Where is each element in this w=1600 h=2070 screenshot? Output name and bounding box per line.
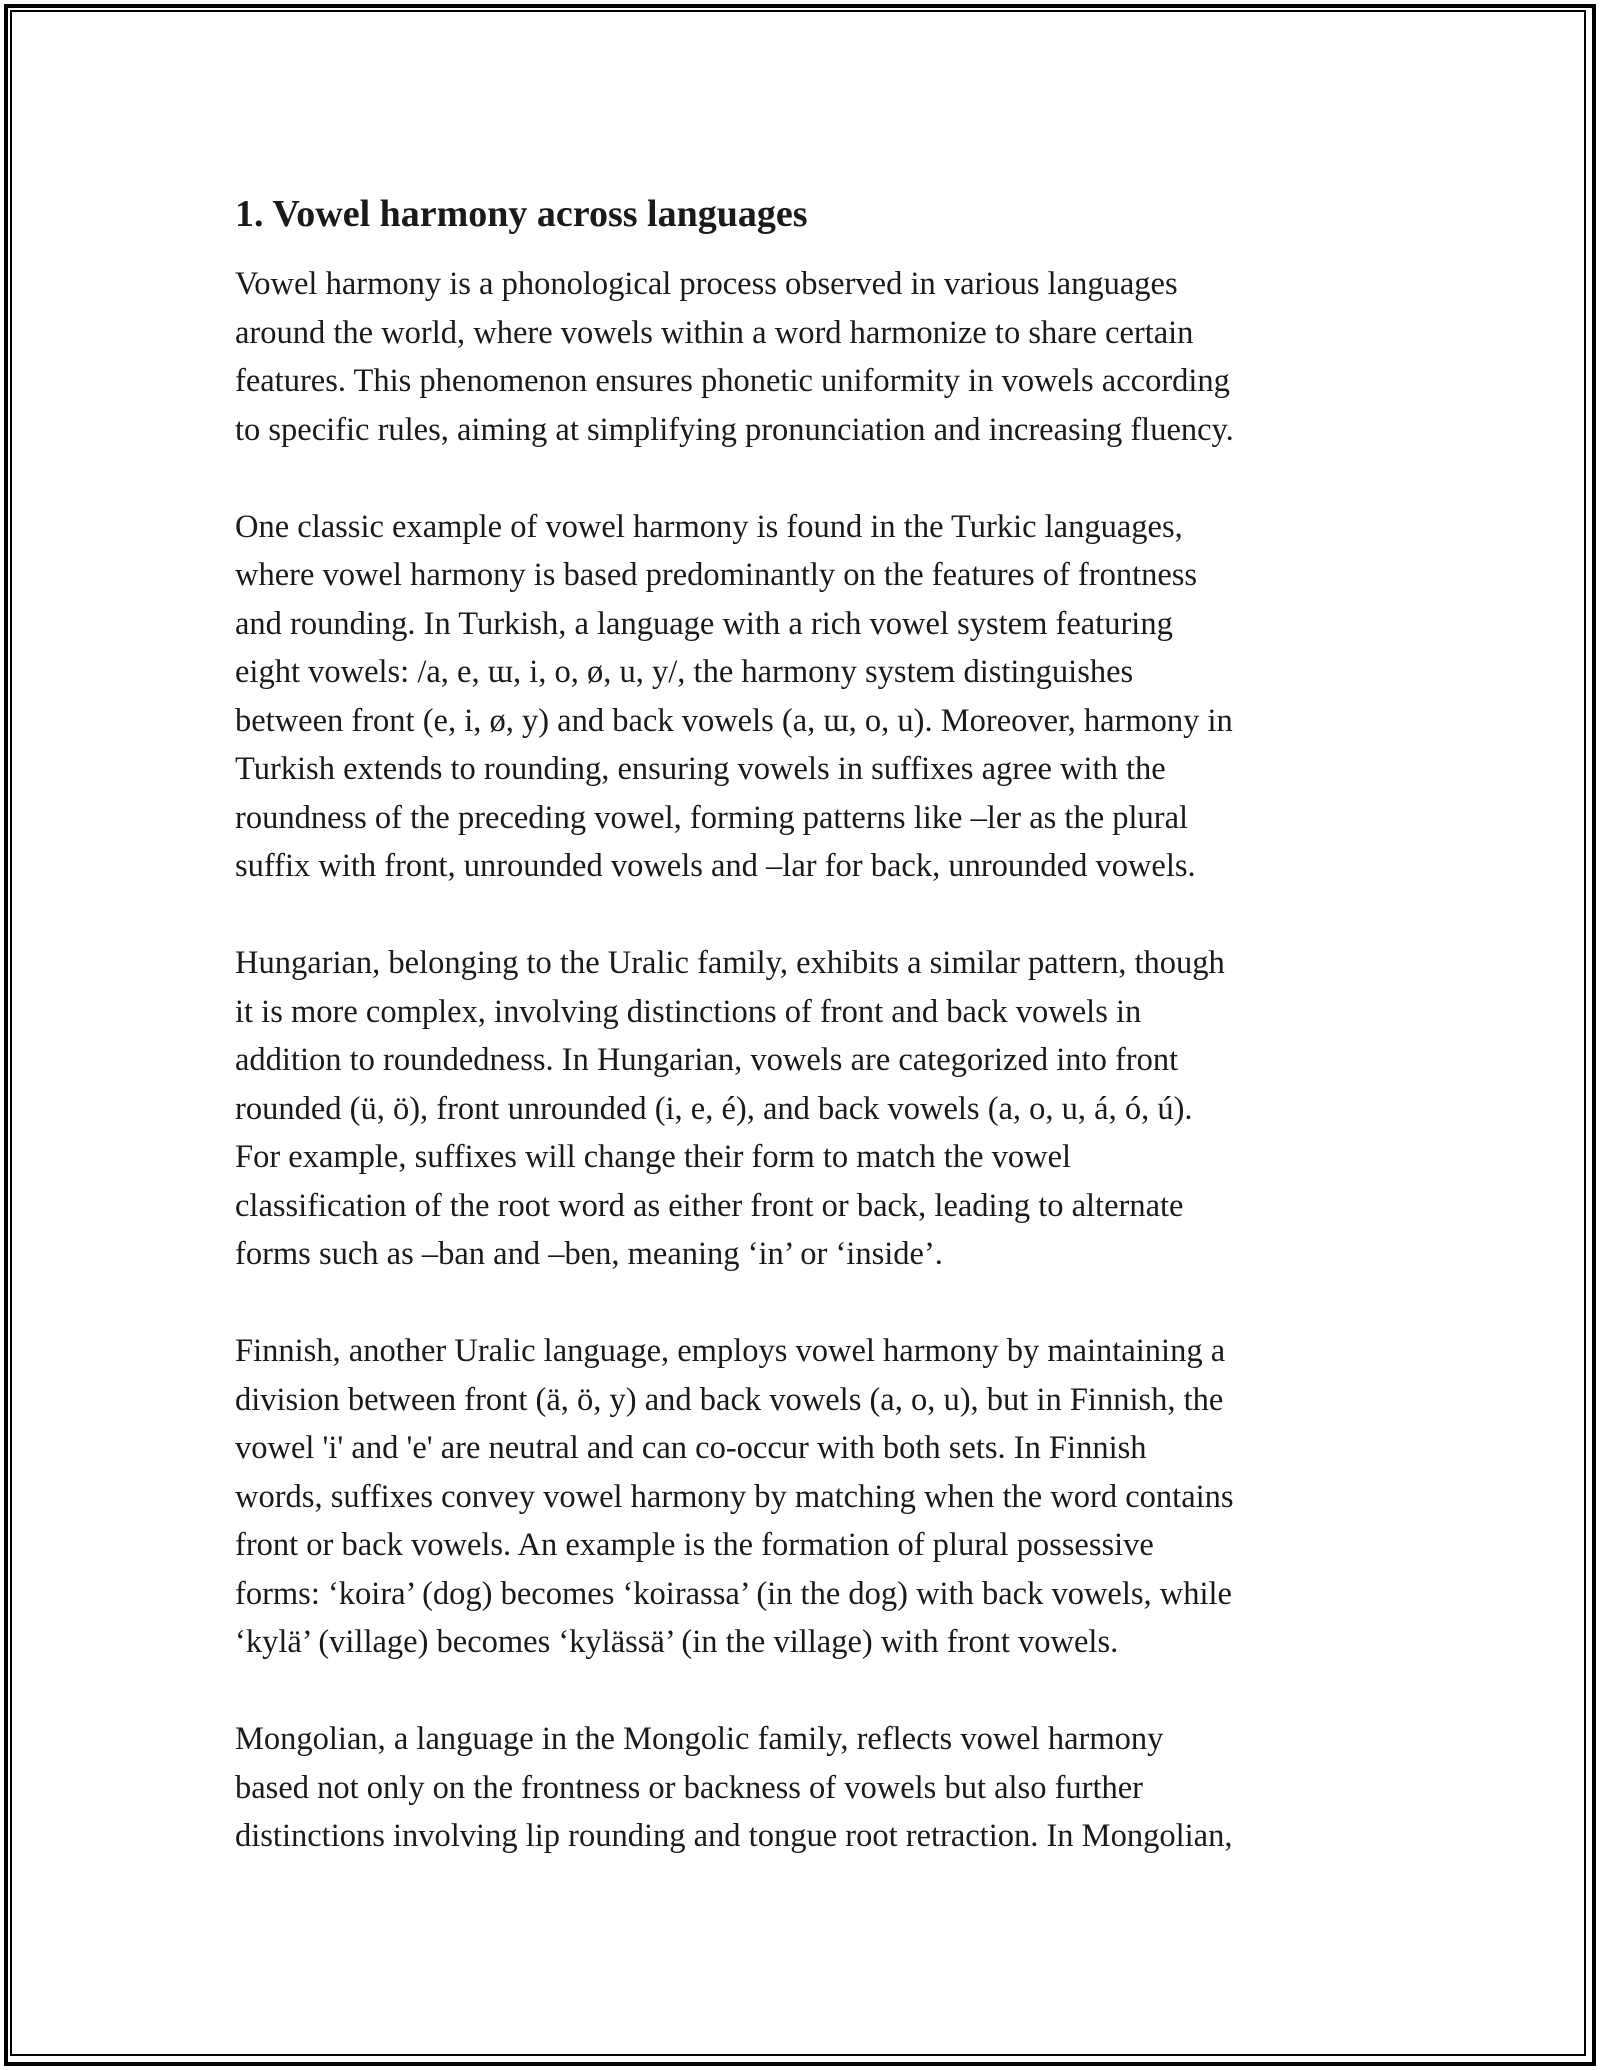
paragraph-intro — [235, 260, 1370, 454]
text-line: classification of the root word as either front or back, leading to alternate — [235, 1187, 1184, 1224]
text-line: ‘kylä’ (village) becomes ‘kylässä’ (in the village) with front vowels. — [235, 1624, 1119, 1660]
section-heading: 1. Vowel harmony across languages — [235, 193, 808, 235]
text-line: vowel 'i' and 'e' are neutral and can co-occur with both sets. In Finnish — [235, 1430, 1147, 1466]
text-line: words, suffixes convey vowel harmony by matching when the word contains — [235, 1478, 1234, 1515]
text-line: For example, suffixes will change their form to match the vowel — [235, 1139, 1072, 1175]
text-line: it is more complex, involving distinctions of front and back vowels in — [235, 993, 1142, 1030]
text-line: front or back vowels. An example is the formation of plural possessive — [235, 1527, 1154, 1563]
paragraph-mongolian — [235, 1715, 1370, 1861]
text-line: and rounding. In Turkish, a language with a rich vowel system featuring — [235, 605, 1173, 642]
text-line: Hungarian, belonging to the Uralic family, exhibits a similar pattern, though — [235, 945, 1225, 981]
text-line: where vowel harmony is based predominantly on the features of frontness — [235, 557, 1198, 593]
text-line: based not only on the frontness or backness of vowels but also further — [235, 1769, 1144, 1806]
text-line: Mongolian, a language in the Mongolic family, reflects vowel harmony — [235, 1721, 1164, 1757]
paragraph-turkic — [235, 503, 1370, 891]
text-line: forms: ‘koira’ (dog) becomes ‘koirassa’ (in the dog) with back vowels, while — [235, 1575, 1232, 1612]
text-line: features. This phenomenon ensures phonetic uniformity in vowels according — [235, 363, 1230, 399]
text-line: between front (e, i, ø, y) and back vowels (a, ɯ, o, u). Moreover, harmony in — [235, 702, 1233, 739]
text-line: roundness of the preceding vowel, forming patterns like –ler as the plural — [235, 799, 1189, 836]
text-line: division between front (ä, ö, y) and back vowels (a, o, u), but in Finnish, the — [235, 1381, 1224, 1418]
text-line: One classic example of vowel harmony is found in the Turkic languages, — [235, 508, 1183, 545]
text-line: Vowel harmony is a phonological process observed in various languages — [235, 266, 1178, 302]
text-line: rounded (ü, ö), front unrounded (i, e, é), and back vowels (a, o, u, á, ó, ú). — [235, 1090, 1193, 1127]
text-line: suffix with front, unrounded vowels and –lar for back, unrounded vowels. — [235, 848, 1196, 884]
document-body — [235, 188, 1370, 1909]
text-line: around the world, where vowels within a word harmonize to share certain — [235, 314, 1194, 351]
paragraph-hungarian — [235, 939, 1370, 1279]
text-line: forms such as –ban and –ben, meaning ‘in’ or ‘inside’. — [235, 1236, 943, 1272]
text-line: to specific rules, aiming at simplifying pronunciation and increasing fluency. — [235, 411, 1234, 448]
text-line: addition to roundedness. In Hungarian, vowels are categorized into front — [235, 1042, 1179, 1078]
text-line: Finnish, another Uralic language, employs vowel harmony by maintaining a — [235, 1333, 1226, 1369]
paragraph-finnish — [235, 1327, 1370, 1667]
text-line: Turkish extends to rounding, ensuring vowels in suffixes agree with the — [235, 751, 1166, 787]
text-line: distinctions involving lip rounding and tongue root retraction. In Mongolian, — [235, 1818, 1233, 1854]
text-line: eight vowels: /a, e, ɯ, i, o, ø, u, y/, the harmony system distinguishes — [235, 654, 1134, 690]
